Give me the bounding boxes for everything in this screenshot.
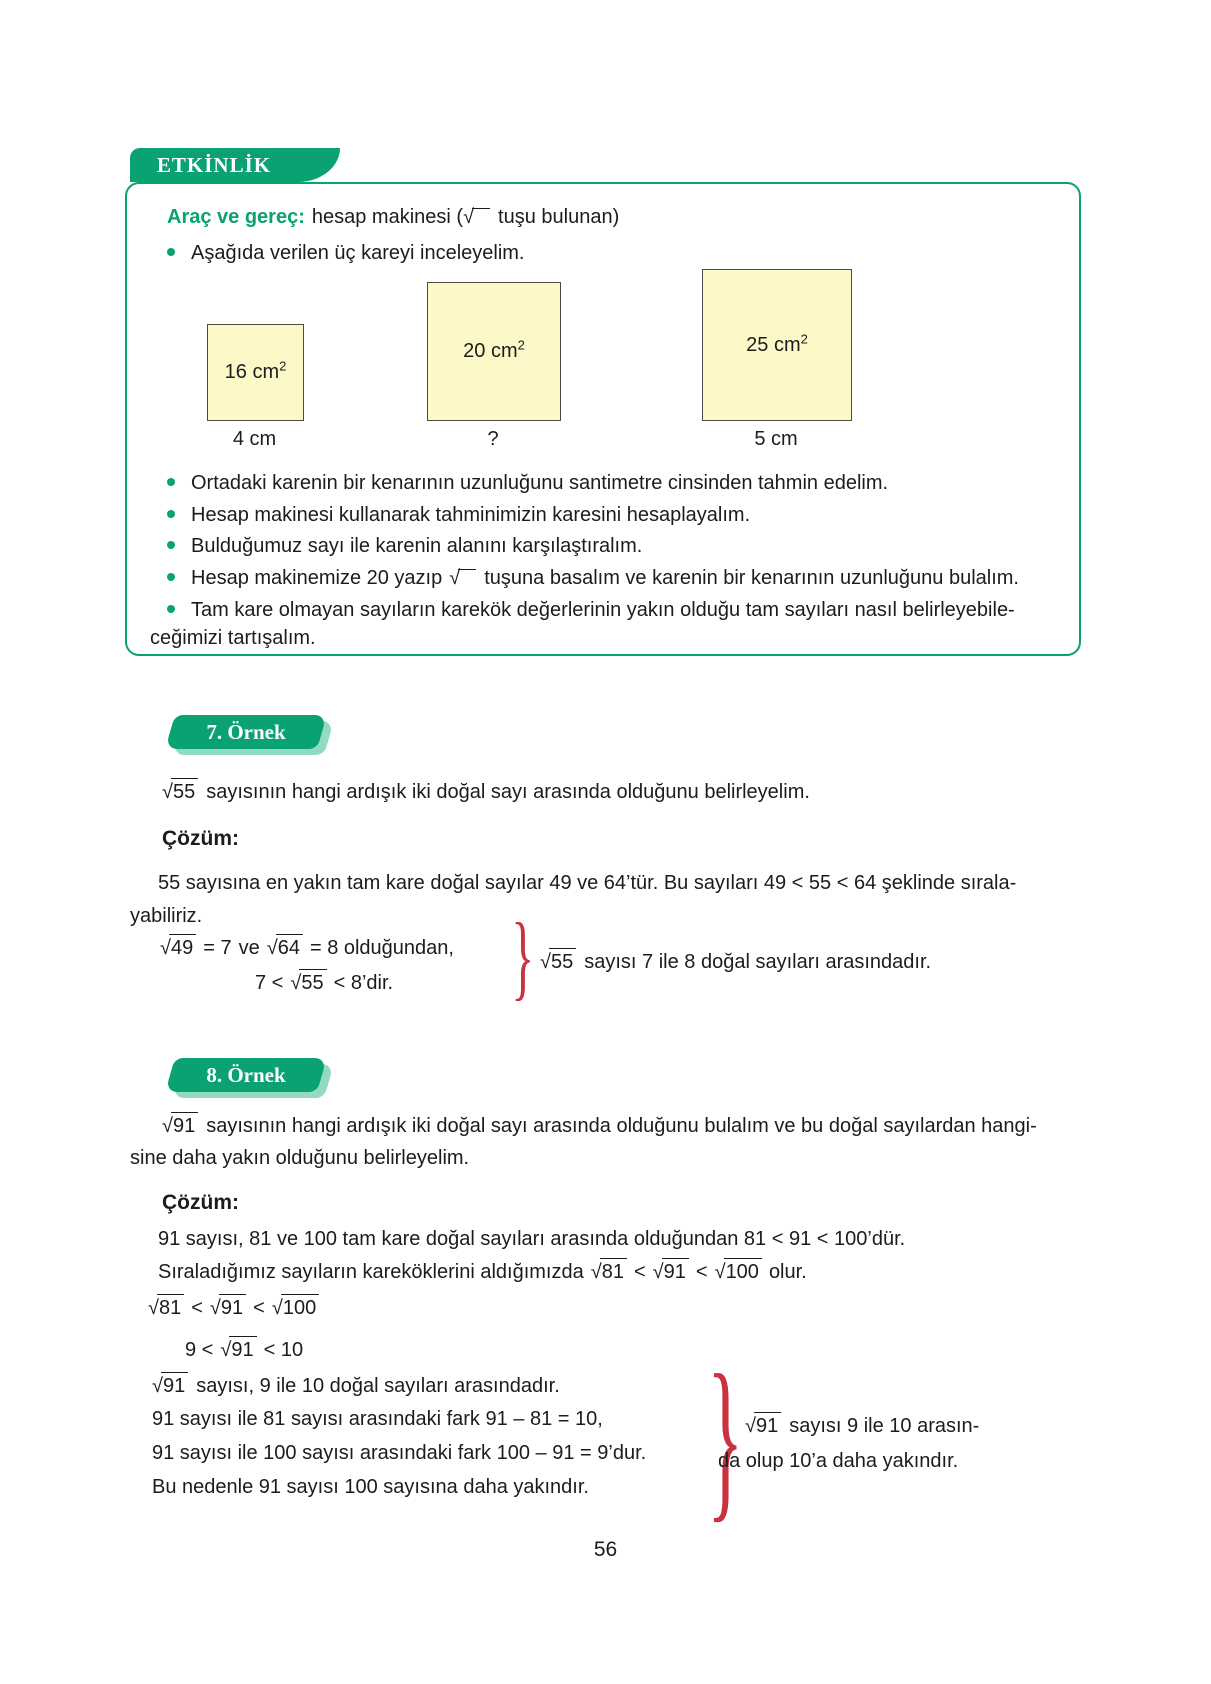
radical-55: √55 xyxy=(290,969,326,996)
example-8-problem-line2: sine daha yakın olduğunu belirleyelim. xyxy=(130,1147,470,1169)
radical-91: √91 xyxy=(162,1112,198,1139)
square-20 xyxy=(427,282,561,421)
bullet-item xyxy=(167,502,750,528)
superscript: 2 xyxy=(279,358,287,374)
math-chain-inequality: 9 < √91 < 10 xyxy=(185,1336,310,1363)
math-chain-roots: √81 < √91 < √100 xyxy=(148,1294,326,1321)
bullet-item xyxy=(167,565,1019,591)
radical-91: √91 xyxy=(210,1294,246,1321)
page-number: 56 xyxy=(593,1538,618,1561)
bullet-item xyxy=(167,470,888,496)
superscript: 2 xyxy=(800,330,808,346)
bullet-item xyxy=(167,533,642,559)
square-side-label: ? xyxy=(487,428,499,450)
bullet-text: Hesap makinemize 20 yazıp √ tuşuna basalım ve karenin bir kenarının uzunluğunu bulalım. xyxy=(191,567,1019,589)
bullet-text: Hesap makinesi kullanarak tahminimizin karesini hesaplayalım. xyxy=(191,504,751,526)
solution-paragraph-line: 55 sayısına en yakın tam kare doğal sayılar 49 ve 64’tür. Bu sayıları 49 < 55 < 64 şeklinde sırala- xyxy=(158,872,1017,894)
radical-55: √55 xyxy=(540,948,576,975)
solution-paragraph-line: yabiliriz. xyxy=(130,905,203,927)
tools-text-before: hesap makinesi ( xyxy=(311,206,464,228)
radical-55: √55 xyxy=(162,778,198,805)
square-side-label: 4 cm xyxy=(232,428,277,450)
bullet-text: Ortadaki karenin bir kenarının uzunluğunu santimetre cinsinden tahmin edelim. xyxy=(191,472,889,494)
bullet-item xyxy=(167,240,525,266)
solution-line-roots: Sıraladığımız sayıların kareköklerini aldığımızda √81 < √91 < √100 olur. xyxy=(158,1258,814,1285)
bullet-continuation: ceğimizi tartışalım. xyxy=(150,627,316,649)
radical-81: √81 xyxy=(148,1294,184,1321)
bullet-text: Aşağıda verilen üç kareyi inceleyelim. xyxy=(191,242,525,264)
square-16 xyxy=(207,324,304,421)
vinculum xyxy=(458,569,476,584)
square-side-label: 5 cm xyxy=(754,428,798,450)
activity-tab xyxy=(130,148,298,182)
conclusion-note-line2: da olup 10’a daha yakındır. xyxy=(718,1450,959,1472)
vinculum xyxy=(472,208,490,223)
bullet-text: Tam kare olmayan sayıların karekök değerlerinin yakın olduğu tam sayıları nasıl belirleyebile- xyxy=(191,599,1015,621)
example-8-badge xyxy=(170,1058,322,1092)
example-7-badge xyxy=(170,715,322,749)
tools-label: Araç ve gereç: xyxy=(167,206,305,228)
math-line-roots: √49 = 7 ve √64 = 8 olduğundan, xyxy=(160,934,461,961)
square-area-label: 25 $cm^2$ xyxy=(746,330,808,356)
bullet-icon xyxy=(167,248,175,256)
radical-100: √100 xyxy=(272,1294,319,1321)
math-line-inequality: 7 < √55 < 8’dir. xyxy=(255,969,400,996)
radical-91: √91 xyxy=(653,1258,689,1285)
activity-panel xyxy=(125,182,1081,656)
curly-brace-icon: } xyxy=(707,1338,744,1537)
bullet-icon xyxy=(167,573,175,581)
radical-91: √91 xyxy=(152,1372,188,1399)
radical-icon: √ xyxy=(463,204,490,230)
solution-line-order: 91 sayısı, 81 ve 100 tam kare doğal sayıları arasında olduğundan 81 < 91 < 100’dür. xyxy=(158,1228,906,1250)
square-area-label: 16 $cm^2$ xyxy=(224,358,287,383)
solution-line-diff100: 91 sayısı ile 100 sayısı arasındaki fark 100 – 91 = 9’dur. xyxy=(152,1442,647,1464)
solution-heading: Çözüm: xyxy=(162,1191,239,1214)
example-7-problem: √55 sayısının hangi ardışık iki doğal sayı arasında olduğunu belirleyelim. xyxy=(162,778,810,805)
radical-64: √64 xyxy=(267,934,303,961)
solution-heading: Çözüm: xyxy=(162,827,239,850)
bullet-text: Bulduğumuz sayı ile karenin alanını karşılaştıralım. xyxy=(191,535,643,557)
bullet-icon xyxy=(167,541,175,549)
conclusion-note: √91 sayısı 9 ile 10 arasın- xyxy=(745,1412,979,1439)
example-8-problem: √91 sayısının hangi ardışık iki doğal sayı arasında olduğunu bulalım ve bu doğal sayılardan hangi- xyxy=(162,1112,1037,1139)
solution-line-result: Bu nedenle 91 sayısı 100 sayısına daha yakındır. xyxy=(152,1476,589,1498)
example-8-badge-label: 8. Örnek xyxy=(206,1063,286,1087)
example-7-badge-label: 7. Örnek xyxy=(206,720,286,744)
radical-91: √91 xyxy=(745,1412,781,1439)
bullet-icon xyxy=(167,605,175,613)
radical-icon: √ xyxy=(449,565,476,591)
bullet-icon xyxy=(167,478,175,486)
radical-49: √49 xyxy=(160,934,196,961)
square-25 xyxy=(702,269,852,421)
square-area-label: 20 $cm^2$ xyxy=(463,337,525,362)
radical-81: √81 xyxy=(591,1258,627,1285)
conclusion-note: √55 sayısı 7 ile 8 doğal sayıları arasındadır. xyxy=(540,948,931,975)
activity-tab-label: ETKİNLİK xyxy=(156,153,272,177)
bullet-icon xyxy=(167,510,175,518)
solution-line-diff81: 91 sayısı ile 81 sayısı arasındaki fark 91 – 81 = 10, xyxy=(152,1408,603,1430)
tools-line xyxy=(167,204,619,230)
curly-brace-icon: } xyxy=(511,903,535,1009)
radical-91: √91 xyxy=(220,1336,256,1363)
solution-line-between: √91 sayısı, 9 ile 10 doğal sayıları arasındadır. xyxy=(152,1372,560,1399)
bullet-item xyxy=(167,597,1015,623)
tools-text-after: tuşu bulunan) xyxy=(498,206,620,228)
superscript: 2 xyxy=(517,337,525,353)
radical-100: √100 xyxy=(715,1258,762,1285)
